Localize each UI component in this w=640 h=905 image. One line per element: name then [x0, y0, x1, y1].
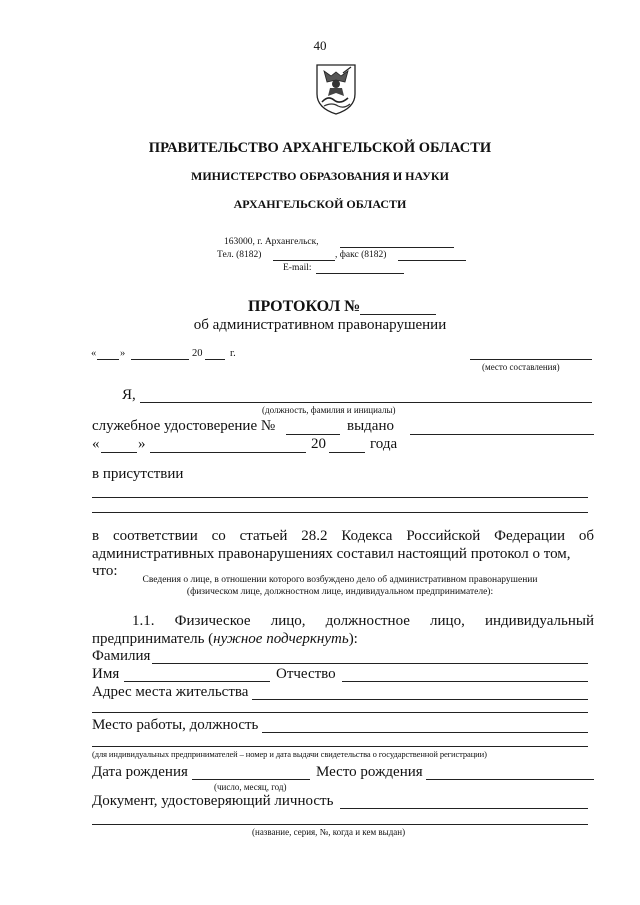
cert-day-line	[101, 452, 137, 453]
birth-place-line	[426, 779, 594, 780]
date-day-line	[97, 359, 119, 360]
cert-month-line	[150, 452, 306, 453]
address-line-2	[92, 712, 588, 713]
protocol-subtitle: об административном правонарушении	[193, 317, 447, 333]
patronymic-label: Отчество	[276, 666, 336, 682]
place-caption: (место составления)	[482, 362, 560, 372]
name-label: Имя	[92, 666, 120, 682]
cert-year-suffix: года	[370, 436, 398, 452]
patronymic-line	[342, 681, 588, 682]
info-caption-1: Сведения о лице, в отношении которого возбуждено дело об административном правонарушении	[142, 575, 538, 585]
protocol-title: ПРОТОКОЛ №	[248, 298, 361, 315]
workplace-line-1	[262, 732, 588, 733]
id-caption: (название, серия, №, когда и кем выдан)	[252, 827, 406, 837]
section-1-1-line1: 1.1. Физическое лицо, должностное лицо, индивидуальный	[132, 613, 594, 629]
cert-year-prefix: 20	[311, 436, 326, 452]
cert-close-quote: »	[138, 436, 146, 452]
workplace-label: Место работы, должность	[92, 717, 259, 733]
address-fax-label: , факс (8182)	[335, 250, 387, 260]
info-caption-2: (физическом лице, должностном лице, индивидуальном предпринимателе):	[186, 587, 494, 597]
address-phone-label: Тел. (8182)	[217, 250, 262, 260]
presence-line-2	[92, 512, 588, 513]
header-region: АРХАНГЕЛЬСКОЙ ОБЛАСТИ	[233, 197, 407, 211]
surname-line	[152, 663, 588, 664]
presence-line-1	[92, 497, 588, 498]
address-email-label: E-mail:	[283, 263, 312, 273]
id-document-label: Документ, удостоверяющий личность	[92, 793, 334, 809]
fax-line	[398, 260, 466, 261]
position-caption: (должность, фамилия и инициалы)	[262, 405, 396, 415]
place-line	[470, 359, 592, 360]
date-open-quote: «	[91, 348, 97, 359]
section-1-1-line2: предприниматель (нужное подчеркнуть):	[92, 631, 358, 647]
email-line	[316, 273, 404, 274]
address-city: 163000, г. Архангельск,	[224, 237, 319, 247]
phone-line	[273, 260, 335, 261]
coat-of-arms-icon	[314, 62, 358, 116]
presence-label: в присутствии	[92, 466, 184, 482]
workplace-line-2	[92, 746, 588, 747]
issued-label: выдано	[347, 418, 394, 434]
date-close-quote: »	[120, 348, 126, 359]
header-ministry: МИНИСТЕРСТВО ОБРАЗОВАНИЯ И НАУКИ	[191, 169, 449, 183]
address-street-line	[340, 247, 454, 248]
date-month-line	[131, 359, 189, 360]
officer-line	[140, 402, 592, 403]
address-label: Адрес места жительства	[92, 684, 249, 700]
header-government: ПРАВИТЕЛЬСТВО АРХАНГЕЛЬСКОЙ ОБЛАСТИ	[148, 140, 492, 156]
ya-label: Я,	[122, 387, 136, 403]
id-document-line-1	[340, 808, 588, 809]
date-year-prefix: 20	[192, 348, 203, 359]
birth-caption: (число, месяц, год)	[214, 782, 287, 792]
name-line	[124, 681, 270, 682]
birth-date-label: Дата рождения	[92, 764, 188, 780]
issued-by-line	[410, 434, 594, 435]
date-year-suffix: г.	[230, 348, 236, 359]
id-document-line-2	[92, 824, 588, 825]
page-number: 40	[313, 38, 327, 53]
birth-place-label: Место рождения	[316, 764, 423, 780]
address-line-1	[252, 699, 588, 700]
ip-caption: (для индивидуальных предпринимателей – номер и дата выдачи свидетельства о государственной регистрации)	[92, 749, 487, 759]
date-year-line	[205, 359, 225, 360]
surname-label: Фамилия	[92, 648, 151, 664]
cert-open-quote: «	[92, 436, 100, 452]
according-text-1: в соответствии со статьей 28.2 Кодекса Российской Федерации об	[92, 528, 594, 544]
protocol-number-line	[360, 314, 436, 315]
according-text-2: административных правонарушениях составил настоящий протокол о том, что:	[92, 546, 571, 579]
cert-year-line	[329, 452, 365, 453]
birth-date-line	[192, 779, 310, 780]
certificate-label: служебное удостоверение №	[92, 418, 276, 434]
certificate-number-line	[286, 434, 340, 435]
